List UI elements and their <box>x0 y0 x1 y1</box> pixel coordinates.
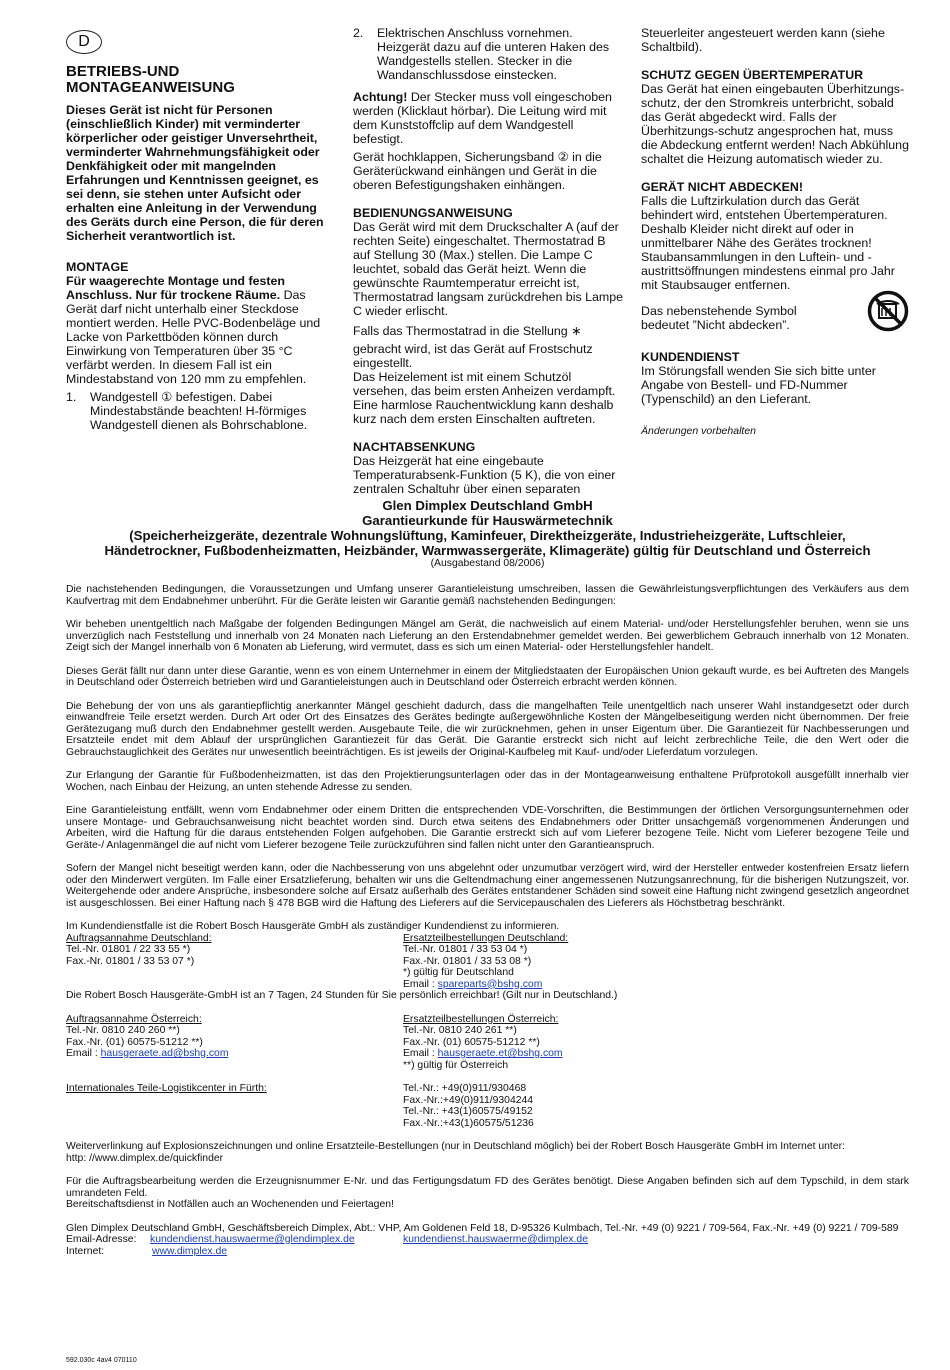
website-link[interactable]: www.dimplex.de <box>152 1245 228 1257</box>
hochklappen-text: Gerät hochklappen, Sicherungsband ② in die Geräterückwand einhängen und Gerät in die oberen Befestigungshaken einhängen. <box>353 150 602 192</box>
heizelement-text: Das Heizelement ist mit einem Schutzöl versehen, das beim ersten Anheizen verdampft. Eine harmlose Rauchentwicklung kann deshalb kurz nach dem ersten Einschalten auftreten. <box>353 370 616 426</box>
column-middle <box>353 26 623 500</box>
continued-text: Steuerleiter angesteuert werden kann (siehe Schaltbild). <box>641 26 885 54</box>
de-parts-email-link[interactable]: spareparts@bshg.com <box>437 978 543 990</box>
schutz-text: Das Gerät hat einen eingebauten Überhitzungs-schutz, der den Stromkreis unterbricht, sobald das Gerät abgedeckt wird. Falls der Überhitzungs-schutz angesprochen hat, muss die Abdeckung entfernt werden! Nach Abkühlung schaltet die Heizung automatisch wieder zu. <box>641 82 909 166</box>
germany-contacts: Auftragsannahme Deutschland: Tel.-Nr. 01801 / 22 33 55 *) Fax.-Nr. 01801 / 33 53 07 *) Ersatzteilbestellungen Deutschland: Tel.-Nr. 01801 / 33 53 04 *) Fax.-Nr. 01801 / 33 53 08 *) *) gültig für Deutschland Email : spareparts@bshg.com <box>66 932 569 990</box>
do-not-cover-icon <box>867 290 909 332</box>
document-code: 592.030c 4av4 070110 <box>66 1357 137 1364</box>
guarantee-p4: Die Behebung der von uns als garantiepflichtig anerkannter Mängel geschieht dadurch, dass die mangelhaften Teile unentgeltlich nach unserer Wahl instandgesetzt oder durch einwandfreie Teile ersetzt werden. Durch Art oder Ort des Einsatzes des Gerätes bedingte außergewöhnliche Kosten der Mängelbeseitigung werden nicht übernommen. Der freie Gerätezugang muß durch den Endabnehmer gestellt werden. Ausgebaute Teile, die wir zurücknehmen, gehen in unser Eigentum über. Die Garantiezeit für Nachbesserungen und Ersatzteile endet mit dem Ablauf der ursprünglichen Garantiezeit für das Gerät. Die Garantie erstreckt sich nicht auf leicht zerbrechliche Teile, die den Wert oder die Gebrauchstauglichkeit des Gerätes nur unwesentlich beeinträchtigen. Es ist jeweils der Original-Kaufbeleg mit Kauf- und/oder Lieferdatum vorzulegen. <box>66 700 909 758</box>
guarantee-p3: Dieses Gerät fällt nur dann unter diese Garantie, wenn es von einem Unternehmer in einem der Mitgliedstaaten der Europäischen Union gekauft wurde, es bei Auftreten des Mangels in Deutschland oder Österreich betrieben wird und Garantieleistungen auch in Deutschland oder Österreich erbracht werden können. <box>66 665 909 688</box>
at-parts-heading: Ersatzteilbestellungen Österreich: <box>403 1013 559 1025</box>
guarantee-p6: Eine Garantieleistung entfällt, wenn vom Endabnehmer oder einem Dritten die entsprechenden VDE-Vorschriften, die Bestimmungen der örtlichen Versorgungsunternehmen oder unsere Montage- und Gebrauchsanweisung nicht beachtet worden sind. Durch etwa seitens des Endabnehmers oder Dritter unsachgemäß vorgenommenen Änderungen und Arbeiten, wird die Haftung für die daraus entstehenden Folgen aufgehoben. Die Garantie erstreckt sich auf vom Lieferer bezogene Teile. Nicht vom Lieferer bezogene Teile und Geräte-/ Anlagenmängel die auf nicht vom Lieferer bezogene Teile zurückzuführen sind fallen nicht unter den Garantieanspruch. <box>66 805 909 851</box>
column-left <box>66 26 336 436</box>
schutz-heading: SCHUTZ GEGEN ÜBERTEMPERATUR <box>641 68 864 82</box>
frost-line: Falls das Thermostatrad in die Stellung ∗ <box>353 324 582 338</box>
bedienung-text: Das Gerät wird mit dem Druckschalter A (auf der rechten Seite) eingeschaltet. Thermostatrad B auf Stellung 30 (Max.) stellen. Die Lampe C leuchtet, sobald das Gerät heizt. Wenn die gewünschte Raumtemperatur erreicht ist, Thermostatrad langsam zurückdrehen bis Lampe C wieder erlischt. <box>353 220 623 318</box>
at-parts-email-link[interactable]: hausgeraete.et@bshg.com <box>437 1048 563 1059</box>
intl-heading: Internationales Teile-Logistikcenter in Fürth: <box>66 1083 267 1094</box>
achtung-text: Achtung! Der Stecker muss voll eingeschoben werden (Klicklaut hörbar). Die Leitung wird mit dem Kunststoffclip auf dem Wandgestell befestigt. <box>353 90 612 146</box>
de-parts-heading: Ersatzteilbestellungen Deutschland: <box>403 932 569 944</box>
company-address: Glen Dimplex Deutschland GmbH, Geschäftsbereich Dimplex, Abt.: VHP, Am Goldenen Feld 18, D-95326 Kulmbach, Tel.-Nr. +49 (0) 9221 / 709-564, Fax.-Nr. +49 (0) 9221 / 709-589 <box>66 1222 899 1234</box>
bereitschaft-text: Bereitschaftsdienst in Notfällen auch an Wochenenden und Feiertagen! <box>66 1199 394 1210</box>
at-order-email-link[interactable]: hausgeraete.ad@bshg.com <box>100 1048 229 1059</box>
changes-note: Änderungen vorbehalten <box>641 425 757 437</box>
auftrag-text: Für die Auftragsbearbeitung werden die Erzeugnisnummer E-Nr. und das Fertigungsdatum FD des Gerätes benötigt. Diese Angaben befinden sich auf dem Typschild, in dem stark umrandeten Feld. <box>66 1176 909 1199</box>
service-intro: Im Kundendienstfalle ist die Robert Bosch Hausgeräte GmbH als zuständiger Kundendienst zu informieren. <box>66 921 560 932</box>
step-2: 2. Elektrischen Anschluss vornehmen. Heizgerät dazu auf die unteren Haken des Wandgestells stellen. Stecker in die Wandanschlussdose einstecken. <box>353 26 610 82</box>
weiterverlinkung-text: Weiterverlinkung auf Explosionszeichnungen und online Ersatzteile-Bestellungen (nur in Deutschland möglich) bei der Robert Bosch Hausgeräte GmbH im Internet unter: <box>66 1141 845 1152</box>
step-1: 1. Wandgestell ① befestigen. Dabei Mindestabstände beachten! H-förmiges Wandgestell dienen als Bohrschablone. <box>66 390 308 432</box>
symbol-text: Das nebenstehende Symbol bedeutet ”Nicht abdecken”. <box>641 304 797 332</box>
montage-text: Für waagerechte Montage und festen Anschluss. Nur für trockene Räume. Das Gerät darf nicht unterhalb einer Steckdose montiert werden. Helle PVC-Bodenbeläge und Lacke von Parkettböden können durch Einwirkung von Temperaturen über 35 °C verfärbt werden. In diesem Fall ist ein Mindestabstand von 120 mm zu empfehlen. <box>66 274 321 386</box>
guarantee-p2: Wir beheben unentgeltlich nach Maßgabe der folgenden Bedingungen Mängel am Gerät, die nachweislich auf einem Material- und/oder Herstellungsfehler beruhen, wenn sie uns unverzüglich nach Feststellung und innerhalb von 24 Monaten nach Lieferung an den Erstendabnehmer gemeldet werden. Bei gewerblichem Gebrauch innerhalb von 12 Monaten. Zeigt sich der Mangel innerhalb von 6 Monaten ab Lieferung, wird vermutet, dass es sich um einen Material- oder Herstellungsfehler handelt. <box>66 619 909 653</box>
guarantee-p7: Sofern der Mangel nicht beseitigt werden kann, oder die Nachbesserung von uns abgelehnt oder unzumutbar verzögert wird, wird der Hersteller entweder kostenfreien Ersatz liefern oder den Minderwert vergüten. Im Falle einer Ersatzlieferung, behalten wir uns die Geltendmachung einer angemessenen Nutzungsanrechnung, für die bisherigen Nutzungszeit, vor. Weitergehende oder andere Ansprüche, insbesondere solche auf Ersatz außerhalb des Gerätes entstandener Schäden sind soweit eine Haftung nicht zwingend gesetzlich angeordnet ist ausgeschlossen. Bei einer Haftung nach § 478 BGB wird die Haftung des Lieferers auf die Servicepauschalen des Lieferers als Höchstbetrag beschränkt. <box>66 863 909 909</box>
symbol-row <box>641 304 911 336</box>
at-order-heading: Auftragsannahme Österreich: <box>66 1013 202 1025</box>
internet-row: Internet: www.dimplex.de <box>66 1245 228 1257</box>
intl-contacts: Internationales Teile-Logistikcenter in Fürth: Tel.-Nr.: +49(0)911/930468 Fax.-Nr.:+49(0)911/9304244 Tel.-Nr.: +43(1)60575/49152 Fax.-Nr.:+43(1)60575/51236 <box>66 1083 534 1129</box>
abdecken-text: Falls die Luftzirkulation durch das Gerät behindert wird, entstehen Übertemperaturen. Deshalb Kleider nicht direkt auf oder in unmittelbarer Nähe des Gerätes trocknen! Staubansammlungen in den Luftein- und -austrittsöffnungen mindestens einmal pro Jahr mit Staubsauger entfernen. <box>641 194 895 292</box>
guarantee-p5: Zur Erlangung der Garantie für Fußbodenheizmatten, ist das den Projektierungsunterlagen oder das in der Montageanweisung enthaltene Prüfprotokoll ausgefüllt innerhalb vier Wochen, nach Einbau der Heizung, an unten stehende Adresse zu senden. <box>66 770 909 793</box>
kundendienst-heading: KUNDENDIENST <box>641 350 740 364</box>
frost-text: gebracht wird, ist das Gerät auf Frostschutz eingestellt. <box>353 342 593 370</box>
language-badge: D <box>66 30 102 54</box>
montage-heading: MONTAGE <box>66 260 129 274</box>
edition: (Ausgabestand 08/2006) <box>430 558 545 569</box>
quickfinder-url: http: //www.dimplex.de/quickfinder <box>66 1152 224 1164</box>
nachtabsenkung-heading: NACHTABSENKUNG <box>353 440 476 454</box>
email-link-dimplex[interactable]: kundendienst.hauswaerme@dimplex.de <box>403 1234 588 1245</box>
kundendienst-text: Im Störungsfall wenden Sie sich bitte unter Angabe von Bestell- und FD-Nummer (Typenschild) an den Lieferant. <box>641 364 876 406</box>
austria-contacts: Auftragsannahme Österreich: Tel.-Nr. 0810 240 260 **) Fax.-Nr. (01) 60575-51212 **) Email : hausgeraete.ad@bshg.com Ersatzteilbestellungen Österreich: Tel.-Nr. 0810 240 261 **) Fax.-Nr. (01) 60575-51212 **) Email : hausgeraete.et@bshg.com **) gültig für Österreich <box>66 1013 563 1071</box>
safety-warning: Dieses Gerät ist nicht für Personen (einschließlich Kinder) mit verminderter körperlicher oder geistiger Unversehrtheit, verminderter Wahrnehmungsfähigkeit oder Denkfähigkeit oder mit mangelnden Erfahrungen und Kenntnissen geeignet, es sei denn, sie stehen unter Aufsicht oder erhalten eine Anleitung in der Verwendung des Geräts durch eine Person, die für deren Sicherheit verantwortlich ist. <box>66 103 324 243</box>
availability-note: Die Robert Bosch Hausgeräte-GmbH ist an 7 Tagen, 24 Stunden für Sie persönlich erreichbar! (Gilt nur in Deutschland.) <box>66 990 618 1001</box>
document-title: BETRIEBS-UND MONTAGEANWEISUNG <box>66 63 235 96</box>
bedienung-heading: BEDIENUNGSANWEISUNG <box>353 206 513 220</box>
abdecken-heading: GERÄT NICHT ABDECKEN! <box>641 180 803 194</box>
email-link-glendimplex[interactable]: kundendienst.hauswaerme@glendimplex.de <box>150 1234 355 1245</box>
nachtabsenkung-text: Das Heizgerät hat eine eingebaute Temperaturabsenk-Funktion (5 K), die von einer zentralen Schaltuhr über einen separaten <box>353 454 616 496</box>
guarantee-body <box>66 584 909 1257</box>
guarantee-p1: Die nachstehenden Bedingungen, die Voraussetzungen und Umfang unserer Garantieleistung umschreiben, lassen die Gewährleistungsverpflichtungen des Verkäufers aus dem Kaufvertrag mit dem Endabnehmer unberührt. Für die Geräte leisten wir Garantie gemäß nachstehenden Bedingungen: <box>66 584 909 607</box>
de-order-heading: Auftragsannahme Deutschland: <box>66 932 212 944</box>
column-right <box>641 26 911 442</box>
email-row: Email-Adresse: kundendienst.hauswaerme@glendimplex.de kundendienst.hauswaerme@dimplex.de <box>66 1234 588 1245</box>
guarantee-title: Glen Dimplex Deutschland GmbH Garantieurkunde für Hauswärmetechnik (Speicherheizgeräte, dezentrale Wohnungslüftung, Kaminfeuer, Direktheizgeräte, Industrieheizgeräte, Luftschleier, Händetrockner, Fußbodenheizmatten, Heizbänder, Warmwassergeräte, Klimageräte) gültig für Deutschland und Österreich (Ausgabestand 08/2006) <box>66 498 909 569</box>
